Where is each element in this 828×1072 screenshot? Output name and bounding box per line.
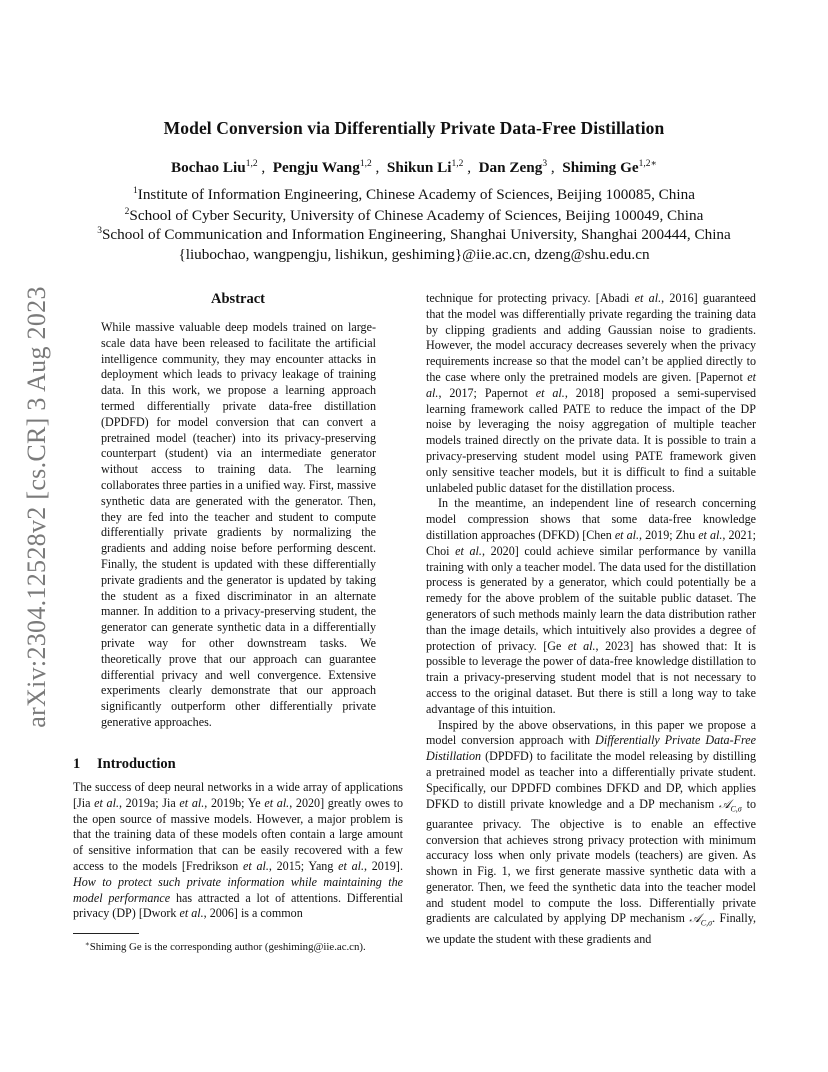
- author-name: Bochao Liu: [171, 159, 246, 176]
- author-affiliation-mark: 1,2: [451, 159, 464, 169]
- section-heading: [73, 756, 176, 773]
- section-title: Introduction: [97, 756, 176, 772]
- footnote-mark: ∗: [85, 940, 90, 948]
- author-name: Shiming Ge: [562, 159, 639, 176]
- author-affiliation-mark: 1,2: [359, 159, 372, 169]
- affiliation-text: Institute of Information Engineering, Chinese Academy of Sciences, Beijing 100085, China: [137, 186, 695, 203]
- paper-title: Model Conversion via Differentially Private Data-Free Distillation: [163, 118, 665, 138]
- footnote-rule: [73, 933, 139, 934]
- author-affiliation-mark: 3: [542, 159, 548, 169]
- author-affiliation-mark: 1,2∗: [638, 159, 657, 169]
- body-paragraph: Inspired by the above observations, in this paper we propose a model conversion approach with Differentially Private Data-Free Distillation (DPDFD) to facilitate the model releasing by distilling a pretrained model as teacher into a differentially private student. Specifically, our DPDFD combines DFKD and DP, which applies DFKD to distill private knowledge and a DP mechanism 𝒜$_{C,\sigma}$ to guarantee privacy. The objective is to enable an effective conversion that achieves strong privacy protection with minimum accuracy loss when only private models (teachers) are given. As shown in Fig. 1, we first generate massive synthetic data with a generator. Then, we feed the synthetic data into the teacher model and student model to compute the loss. Differentially private gradients are calculated by applying DP mechanism 𝒜$_{C,\sigma}$. Finally, we update the student with these gradients and: [426, 717, 756, 946]
- author-name: Pengju Wang: [272, 159, 360, 176]
- author-name: Dan Zeng: [478, 159, 543, 176]
- arxiv-stamp: [12, 286, 62, 728]
- author-list: Bochao Liu$^{1,2}$ , Pengju Wang$^{1,2}$ , Shikun Li$^{1,2}$ , Dan Zeng$^3$ , Shiming $Ge^{1,2∗}$: [171, 159, 657, 176]
- right-column-body: [426, 291, 756, 947]
- affiliation-text: School of Communication and Information Engineering, Shanghai University, Shanghai 200444, China: [101, 226, 731, 243]
- body-paragraph: In the meantime, an independent line of research concerning model compression shows that some data-free knowledge distillation approaches (DFKD) [Chen et al., 2019; Zhu et al., 2021; Choi et al., 2020] could achieve similar performance by vanilla training with only a teacher model. The data used for the distillation process is generated by a generator, which could potentially be a remedy for the above problem of the suitable public dataset. The generators of such methods mainly learn the data distribution rather than the image details, which intuitively also provides a degree of protection of privacy. [Ge et al., 2023] has showed that: It is possible to leverage the power of data-free knowledge distillation to train a privacy-preserving student model that is not necessary to access to the original dataset. But there is still a long way to take advantage of this intuition.: [426, 496, 757, 716]
- affiliation-mark: 3: [97, 226, 102, 236]
- intro-paragraph: The success of deep neural networks in a wide array of applications [Jia et al., 2019a; Jia et al., 2019b; Ye et al., 2020] greatly owes to the open source of massive models. However, a major problem is that the training data of these models often contain a large amount of sensitive information that can be easily recovered with a few access to the models [Fredrikson et al., 2015; Yang et al., 2019]. How to protect such private information while maintaining the model performance has attracted a lot of attentions. Differential privacy (DP) [Dwork et al., 2006] is a common: [73, 780, 403, 921]
- arxiv-identifier: arXiv:2304.12528v2 [cs.CR] 3 Aug 2023: [22, 286, 51, 728]
- abstract-body: [101, 320, 376, 731]
- intro-body: [73, 780, 403, 922]
- abstract-text: While massive valuable deep models trained on large-scale data have been released to facilitate the artificial intelligence community, they may encounter attacks in deployment which leads to privacy leakage of training data. In this work, we propose a learning approach termed differentially private data-free distillation (DPDFD) for model conversion that can convert a pretrained model (teacher) into its privacy-preserving counterpart (student) via an intermediate generator without access to training data. The learning collaborates three parties in a unified way. First, massive synthetic data are generated with the generator. Then, they are fed into the teacher and student to compute differentially private gradients by normalizing the gradients and adding noise before performing descent. Finally, the student is updated with these differentially private gradients and the generator is updated by taking the student as a fixed discriminator in an alternate manner. In addition to a privacy-preserving student, the generator can generate synthetic data in a differentially private way for other downstream tasks. We theoretically prove that our approach can guarantee differential privacy and well convergence. Extensive experiments clearly demonstrate that our approach significantly outperform other differentially private generative approaches.: [101, 320, 376, 729]
- affiliation-mark: 2: [124, 207, 130, 217]
- affiliation-text: School of Cyber Security, University of Chinese Academy of Sciences, Beijing 100049, China: [129, 207, 704, 224]
- body-paragraph: technique for protecting privacy. [Abadi et al., 2016] guaranteed that the model was differentially private regarding the training data by clipping gradients and adding Gaussian noise to gradients. However, the model accuracy decreases severely when the privacy requirements increase so that the model can’t be applied directly to the case where only the pretrained models are given. [Papernot et al., 2017; Papernot et al., 2018] proposed a semi-supervised learning framework called PATE to reduce the impact of the DP noise by leveraging the noisy aggregation of multiple teacher models trained directly on the private data. It is possible to train a privacy-preserving student model using PATE framework given only sensitive teacher models, but it is difficult to find a suitable unlabeled public dataset for the distillation process.: [426, 291, 756, 495]
- section-number: 1: [73, 756, 81, 772]
- author-affiliation-mark: 1,2: [245, 159, 258, 169]
- footnote-text: Shiming Ge is the corresponding author (geshiming@iie.ac.cn).: [89, 941, 366, 953]
- footnote: [73, 938, 413, 954]
- abstract-heading: Abstract: [211, 291, 265, 307]
- author-emails: {liubochao, wangpengju, lishikun, geshiming}@iie.ac.cn, dzeng@shu.edu.cn: [178, 246, 650, 263]
- author-name: Shikun Li: [386, 159, 452, 176]
- affiliation-mark: 1: [133, 186, 138, 196]
- affiliation-line: [0, 222, 828, 244]
- affiliation-line: [0, 182, 828, 204]
